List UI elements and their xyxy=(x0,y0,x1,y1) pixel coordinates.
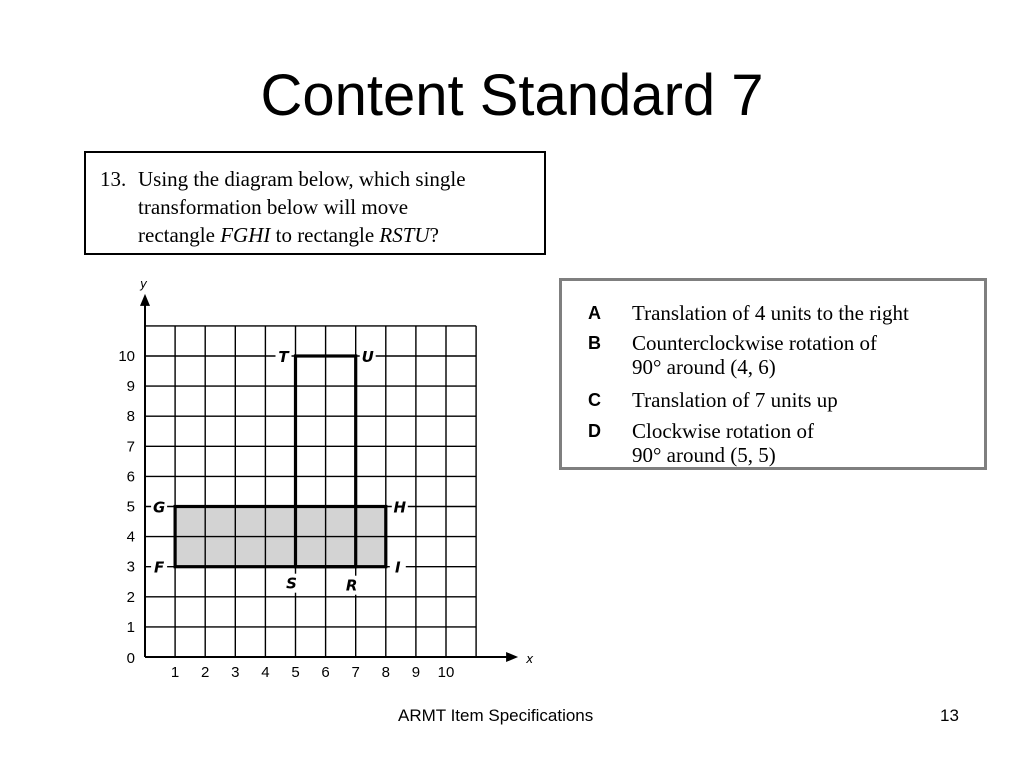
y-axis-arrow xyxy=(140,294,150,306)
shape-name-rstu: RSTU xyxy=(379,223,430,247)
x-tick-label: 7 xyxy=(351,664,360,681)
slide-title: Content Standard 7 xyxy=(260,63,764,128)
vertex-label-h: H xyxy=(393,498,407,517)
y-tick-label: 1 xyxy=(126,618,135,636)
question-line-3-prefix: rectangle xyxy=(138,223,221,247)
question-line-3-middle: to rectangle xyxy=(270,223,380,247)
question-number: 13. xyxy=(100,167,127,191)
x-tick-label: 8 xyxy=(381,664,390,681)
y-axis-label: y xyxy=(140,280,148,291)
question-line-3 xyxy=(138,221,466,249)
x-tick-label: 2 xyxy=(201,664,210,681)
y-tick-label: 3 xyxy=(126,558,135,576)
page-number: 13 xyxy=(940,706,959,725)
vertex-label-g: G xyxy=(152,498,166,517)
choice-letter: C xyxy=(588,390,601,410)
x-tick-label: 10 xyxy=(437,664,455,681)
y-tick-label: 2 xyxy=(126,588,135,606)
choice-text xyxy=(632,419,814,467)
y-tick-label: 0 xyxy=(126,650,135,667)
vertex-label-u: U xyxy=(361,348,374,366)
x-tick-label: 9 xyxy=(411,664,421,681)
question-line-2: transformation below will move xyxy=(138,195,409,219)
choice-letter: A xyxy=(588,303,601,323)
y-tick-label: 4 xyxy=(126,528,135,546)
y-tick-label: 7 xyxy=(126,438,135,456)
choice-line: 90° around (5, 5) xyxy=(632,443,776,467)
choice-text xyxy=(632,301,909,325)
choice-line: 90° around (4, 6) xyxy=(632,355,776,379)
choice-text xyxy=(632,388,838,412)
question-line-3-suffix: ? xyxy=(429,223,439,247)
x-tick-label: 3 xyxy=(231,664,240,681)
vertex-label-i: I xyxy=(395,558,401,577)
x-axis-label: x xyxy=(526,652,534,666)
choice-line: Translation of 7 units up xyxy=(632,388,838,412)
vertex-label-f: F xyxy=(153,558,165,577)
choice-line: Translation of 4 units to the right xyxy=(632,301,909,325)
y-tick-label: 10 xyxy=(118,348,135,365)
question-text xyxy=(138,165,466,249)
x-tick-label: 5 xyxy=(291,664,300,681)
x-tick-label: 1 xyxy=(170,664,180,681)
y-tick-label: 9 xyxy=(126,378,135,396)
choice-letter: B xyxy=(588,333,601,353)
vertex-label-r: R xyxy=(345,576,358,595)
y-tick-label: 6 xyxy=(126,468,135,486)
x-tick-label: 6 xyxy=(321,664,330,681)
footer-text: ARMT Item Specifications xyxy=(398,706,594,725)
question-box xyxy=(84,151,546,255)
y-tick-label: 8 xyxy=(126,408,135,426)
choice-line: Clockwise rotation of xyxy=(632,419,814,443)
question-line-1: Using the diagram below, which single xyxy=(138,167,466,191)
shape-name-fghi: FGHI xyxy=(220,223,271,247)
x-axis-arrow xyxy=(506,652,518,662)
answer-choices-box xyxy=(559,278,987,470)
choice-letter: D xyxy=(588,421,601,441)
vertex-label-t: T xyxy=(278,348,289,366)
x-tick-label: 4 xyxy=(261,664,270,681)
choice-line: Counterclockwise rotation of xyxy=(632,331,877,355)
choice-text xyxy=(632,331,877,379)
coordinate-grid-diagram xyxy=(0,280,540,690)
y-tick-label: 5 xyxy=(126,498,135,516)
vertex-label-s: S xyxy=(286,574,297,593)
